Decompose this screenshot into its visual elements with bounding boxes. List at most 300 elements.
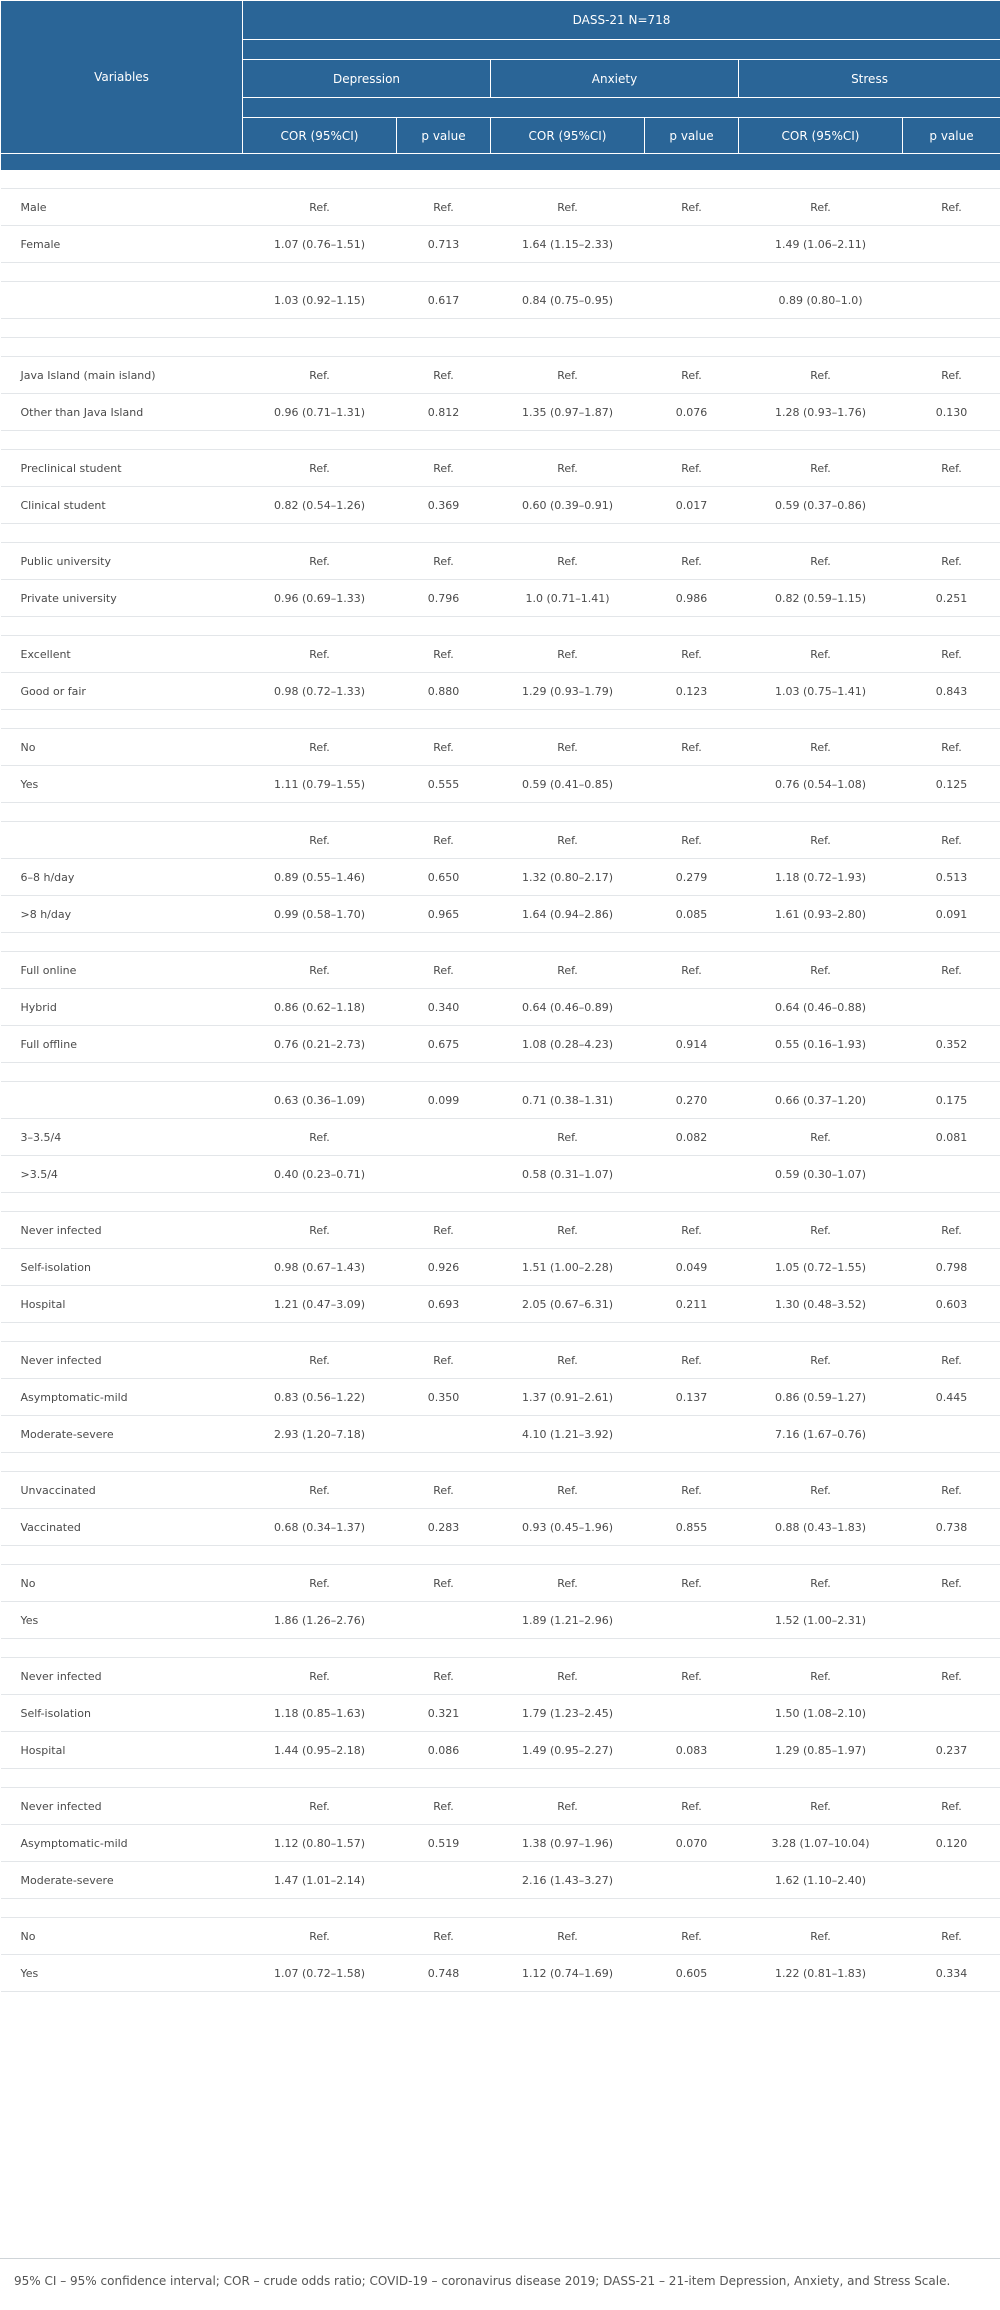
anxiety-p-cell (645, 1862, 739, 1899)
stress-cor-cell: Ref. (739, 450, 903, 487)
anxiety-p-header: p value (645, 118, 739, 154)
anxiety-p-cell: 0.137 (645, 1379, 739, 1416)
table-row (1, 1732, 1000, 1769)
variable-cell: Hospital (1, 1286, 243, 1323)
anxiety-p-cell (645, 1695, 739, 1732)
depression-cor-cell: Ref. (243, 1565, 397, 1602)
stress-cor-cell: 3.28 (1.07–10.04) (739, 1825, 903, 1862)
table-row (1, 1416, 1000, 1453)
spacer-cell (1, 1639, 1000, 1658)
anxiety-p-cell: Ref. (645, 1342, 739, 1379)
variable-cell: Yes (1, 1602, 243, 1639)
table-row (1, 1918, 1000, 1955)
header-band (1, 154, 1000, 171)
depression-p-cell: 0.748 (397, 1955, 491, 1992)
depression-cor-header: COR (95%CI) (243, 118, 397, 154)
variable-cell (1, 282, 243, 319)
depression-p-cell (397, 1156, 491, 1193)
anxiety-cor-cell: 1.35 (0.97–1.87) (491, 394, 645, 431)
depression-cor-cell: Ref. (243, 1658, 397, 1695)
depression-cor-cell: Ref. (243, 543, 397, 580)
table-row (1, 226, 1000, 263)
depression-cor-cell: 1.11 (0.79–1.55) (243, 766, 397, 803)
depression-cor-cell: 0.40 (0.23–0.71) (243, 1156, 397, 1193)
anxiety-p-cell: 0.211 (645, 1286, 739, 1323)
stress-p-cell: Ref. (903, 450, 1000, 487)
depression-cor-cell: 1.07 (0.76–1.51) (243, 226, 397, 263)
stress-cor-cell: Ref. (739, 636, 903, 673)
table-row (1, 450, 1000, 487)
footnote-divider (0, 2258, 1000, 2259)
table-row (1, 1026, 1000, 1063)
depression-cor-cell: 0.89 (0.55–1.46) (243, 859, 397, 896)
depression-cor-cell: 0.82 (0.54–1.26) (243, 487, 397, 524)
stress-p-cell: 0.445 (903, 1379, 1000, 1416)
table-row (1, 896, 1000, 933)
depression-p-cell: Ref. (397, 636, 491, 673)
table-row (1, 1788, 1000, 1825)
stress-cor-cell: 1.03 (0.75–1.41) (739, 673, 903, 710)
anxiety-cor-header: COR (95%CI) (491, 118, 645, 154)
table-row (1, 1862, 1000, 1899)
variable-cell: Never infected (1, 1342, 243, 1379)
variable-cell: Moderate-severe (1, 1416, 243, 1453)
table-row (1, 189, 1000, 226)
spacer-cell (1, 1769, 1000, 1788)
anxiety-cor-cell: 1.64 (0.94–2.86) (491, 896, 645, 933)
anxiety-header: Anxiety (491, 60, 739, 98)
depression-p-cell: 0.283 (397, 1509, 491, 1546)
variable-cell (1, 1082, 243, 1119)
variable-cell: Never infected (1, 1212, 243, 1249)
depression-p-cell: Ref. (397, 450, 491, 487)
stress-cor-cell: Ref. (739, 1918, 903, 1955)
anxiety-p-cell: Ref. (645, 822, 739, 859)
table-row (1, 1156, 1000, 1193)
anxiety-p-cell: 0.070 (645, 1825, 739, 1862)
table-row (1, 1249, 1000, 1286)
table-footnote: 95% CI – 95% confidence interval; COR – crude odds ratio; COVID-19 – coronavirus disease 2019; DASS-21 – 21-item Depression, Anxiety, and Stress Scale. (14, 2274, 951, 2288)
stress-p-cell: Ref. (903, 189, 1000, 226)
stress-p-cell: Ref. (903, 1658, 1000, 1695)
depression-cor-cell: 1.47 (1.01–2.14) (243, 1862, 397, 1899)
spacer-row (1, 338, 1000, 357)
spacer-row (1, 1769, 1000, 1788)
anxiety-p-cell (645, 1602, 739, 1639)
variable-cell: Moderate-severe (1, 1862, 243, 1899)
table-header (1, 1, 1000, 171)
spacer-row (1, 1546, 1000, 1565)
depression-cor-cell: 0.98 (0.72–1.33) (243, 673, 397, 710)
table-row (1, 1565, 1000, 1602)
depression-cor-cell: 0.96 (0.69–1.33) (243, 580, 397, 617)
depression-p-cell: 0.555 (397, 766, 491, 803)
anxiety-p-cell: 0.083 (645, 1732, 739, 1769)
depression-cor-cell: 2.93 (1.20–7.18) (243, 1416, 397, 1453)
table-row (1, 859, 1000, 896)
variable-cell: Private university (1, 580, 243, 617)
anxiety-p-cell: 0.049 (645, 1249, 739, 1286)
anxiety-cor-cell: 2.05 (0.67–6.31) (491, 1286, 645, 1323)
depression-p-cell: 0.321 (397, 1695, 491, 1732)
spacer-cell (1, 1546, 1000, 1565)
stress-cor-cell: Ref. (739, 1565, 903, 1602)
stress-cor-cell: 7.16 (1.67–0.76) (739, 1416, 903, 1453)
spacer-cell (1, 1453, 1000, 1472)
stress-p-cell (903, 1862, 1000, 1899)
section-spacer-row (1, 170, 1000, 189)
spacer-cell (1, 1063, 1000, 1082)
stress-cor-cell: Ref. (739, 1788, 903, 1825)
depression-p-cell: 0.617 (397, 282, 491, 319)
table-row (1, 394, 1000, 431)
anxiety-cor-cell: 1.32 (0.80–2.17) (491, 859, 645, 896)
anxiety-p-cell (645, 1156, 739, 1193)
variable-cell: Clinical student (1, 487, 243, 524)
spacer-cell (1, 803, 1000, 822)
spacer-row (1, 1639, 1000, 1658)
anxiety-p-cell: 0.914 (645, 1026, 739, 1063)
stress-p-cell: Ref. (903, 729, 1000, 766)
stress-p-cell: Ref. (903, 636, 1000, 673)
depression-cor-cell: 1.86 (1.26–2.76) (243, 1602, 397, 1639)
stress-cor-cell: 0.64 (0.46–0.88) (739, 989, 903, 1026)
stress-p-cell (903, 1602, 1000, 1639)
table-row (1, 1955, 1000, 1992)
header-spacer (243, 40, 1000, 60)
stress-cor-cell: 0.76 (0.54–1.08) (739, 766, 903, 803)
stress-p-cell: 0.738 (903, 1509, 1000, 1546)
spacer-cell (1, 263, 1000, 282)
spacer-cell (1, 1899, 1000, 1918)
stress-cor-cell: Ref. (739, 1212, 903, 1249)
anxiety-cor-cell: 0.64 (0.46–0.89) (491, 989, 645, 1026)
table-row (1, 1082, 1000, 1119)
spacer-cell (1, 1193, 1000, 1212)
table-row (1, 580, 1000, 617)
stress-cor-cell: 0.89 (0.80–1.0) (739, 282, 903, 319)
stress-cor-cell: Ref. (739, 189, 903, 226)
anxiety-p-cell: Ref. (645, 189, 739, 226)
anxiety-p-cell: Ref. (645, 1658, 739, 1695)
anxiety-p-cell: Ref. (645, 1212, 739, 1249)
table-row (1, 1658, 1000, 1695)
anxiety-p-cell: Ref. (645, 1918, 739, 1955)
anxiety-p-cell: Ref. (645, 952, 739, 989)
anxiety-cor-cell: 1.38 (0.97–1.96) (491, 1825, 645, 1862)
variable-cell: Good or fair (1, 673, 243, 710)
stress-p-cell: 0.125 (903, 766, 1000, 803)
anxiety-p-cell: Ref. (645, 1565, 739, 1602)
variable-cell: Java Island (main island) (1, 357, 243, 394)
variable-cell: Yes (1, 766, 243, 803)
variable-cell: No (1, 1918, 243, 1955)
depression-cor-cell: Ref. (243, 1342, 397, 1379)
stress-p-cell (903, 1695, 1000, 1732)
anxiety-p-cell (645, 226, 739, 263)
variable-cell: Full online (1, 952, 243, 989)
depression-p-cell: Ref. (397, 1565, 491, 1602)
variable-cell: 3–3.5/4 (1, 1119, 243, 1156)
anxiety-cor-cell: Ref. (491, 357, 645, 394)
anxiety-cor-cell: 0.60 (0.39–0.91) (491, 487, 645, 524)
anxiety-p-cell: 0.085 (645, 896, 739, 933)
stress-p-cell: 0.603 (903, 1286, 1000, 1323)
depression-cor-cell: Ref. (243, 1788, 397, 1825)
depression-p-cell: 0.519 (397, 1825, 491, 1862)
anxiety-p-cell (645, 989, 739, 1026)
anxiety-cor-cell: Ref. (491, 450, 645, 487)
variable-cell: Never infected (1, 1788, 243, 1825)
anxiety-cor-cell: Ref. (491, 636, 645, 673)
depression-cor-cell: Ref. (243, 822, 397, 859)
anxiety-p-cell (645, 766, 739, 803)
table-row (1, 357, 1000, 394)
spacer-cell (1, 338, 1000, 357)
stress-p-cell: 0.130 (903, 394, 1000, 431)
stress-cor-cell: 1.30 (0.48–3.52) (739, 1286, 903, 1323)
stress-p-cell: 0.091 (903, 896, 1000, 933)
stress-cor-cell: 1.52 (1.00–2.31) (739, 1602, 903, 1639)
stress-cor-cell: 0.82 (0.59–1.15) (739, 580, 903, 617)
depression-p-cell: Ref. (397, 357, 491, 394)
table-row (1, 952, 1000, 989)
spacer-row (1, 1323, 1000, 1342)
spacer-row (1, 803, 1000, 822)
depression-p-cell: 0.340 (397, 989, 491, 1026)
stress-cor-cell: 1.28 (0.93–1.76) (739, 394, 903, 431)
stress-cor-cell: 1.22 (0.81–1.83) (739, 1955, 903, 1992)
stress-cor-cell: 1.61 (0.93–2.80) (739, 896, 903, 933)
variable-cell: Yes (1, 1955, 243, 1992)
depression-cor-cell: 1.12 (0.80–1.57) (243, 1825, 397, 1862)
spacer-row (1, 263, 1000, 282)
anxiety-cor-cell: 1.79 (1.23–2.45) (491, 1695, 645, 1732)
depression-cor-cell: 0.76 (0.21–2.73) (243, 1026, 397, 1063)
stress-p-cell: 0.798 (903, 1249, 1000, 1286)
stress-p-cell: Ref. (903, 1212, 1000, 1249)
depression-cor-cell: Ref. (243, 636, 397, 673)
table-row (1, 1509, 1000, 1546)
depression-cor-cell: 0.96 (0.71–1.31) (243, 394, 397, 431)
stress-cor-cell: 1.49 (1.06–2.11) (739, 226, 903, 263)
spacer-row (1, 1899, 1000, 1918)
stress-p-cell: Ref. (903, 1918, 1000, 1955)
anxiety-cor-cell: Ref. (491, 1472, 645, 1509)
table-row (1, 989, 1000, 1026)
stress-header: Stress (739, 60, 1000, 98)
spacer-row (1, 431, 1000, 450)
anxiety-cor-cell: 0.84 (0.75–0.95) (491, 282, 645, 319)
variable-cell: >8 h/day (1, 896, 243, 933)
depression-p-cell: 0.086 (397, 1732, 491, 1769)
spacer-cell (1, 617, 1000, 636)
stress-cor-header: COR (95%CI) (739, 118, 903, 154)
stress-p-header: p value (903, 118, 1000, 154)
depression-cor-cell: 1.18 (0.85–1.63) (243, 1695, 397, 1732)
anxiety-cor-cell: 1.49 (0.95–2.27) (491, 1732, 645, 1769)
anxiety-cor-cell: Ref. (491, 1565, 645, 1602)
stress-cor-cell: 0.86 (0.59–1.27) (739, 1379, 903, 1416)
stress-p-cell (903, 282, 1000, 319)
spacer-row (1, 710, 1000, 729)
anxiety-cor-cell: 1.12 (0.74–1.69) (491, 1955, 645, 1992)
variable-cell: Full offline (1, 1026, 243, 1063)
variable-cell: Self-isolation (1, 1249, 243, 1286)
variable-cell: Asymptomatic-mild (1, 1825, 243, 1862)
variable-cell: Self-isolation (1, 1695, 243, 1732)
variable-cell: No (1, 729, 243, 766)
anxiety-cor-cell: Ref. (491, 822, 645, 859)
stress-p-cell: Ref. (903, 1472, 1000, 1509)
depression-p-cell: 0.796 (397, 580, 491, 617)
anxiety-cor-cell: 2.16 (1.43–3.27) (491, 1862, 645, 1899)
spacer-cell (1, 710, 1000, 729)
stress-cor-cell: 0.59 (0.37–0.86) (739, 487, 903, 524)
stress-cor-cell: Ref. (739, 1658, 903, 1695)
depression-cor-cell: Ref. (243, 1212, 397, 1249)
spacer-row (1, 524, 1000, 543)
variable-cell: Other than Java Island (1, 394, 243, 431)
depression-p-cell: 0.675 (397, 1026, 491, 1063)
anxiety-p-cell: Ref. (645, 1472, 739, 1509)
depression-cor-cell: 1.21 (0.47–3.09) (243, 1286, 397, 1323)
table-row (1, 1342, 1000, 1379)
stress-cor-cell: 0.88 (0.43–1.83) (739, 1509, 903, 1546)
dass-title-header: DASS-21 N=718 (243, 1, 1000, 40)
stress-p-cell: Ref. (903, 1342, 1000, 1379)
depression-p-cell: Ref. (397, 1918, 491, 1955)
table-row (1, 543, 1000, 580)
stress-p-cell: Ref. (903, 357, 1000, 394)
depression-cor-cell: 0.86 (0.62–1.18) (243, 989, 397, 1026)
table-row (1, 1472, 1000, 1509)
depression-p-cell: Ref. (397, 189, 491, 226)
stress-p-cell: 0.120 (903, 1825, 1000, 1862)
anxiety-cor-cell: Ref. (491, 1119, 645, 1156)
stress-p-cell: 0.237 (903, 1732, 1000, 1769)
variable-cell: 6–8 h/day (1, 859, 243, 896)
depression-p-cell: 0.693 (397, 1286, 491, 1323)
table-body (1, 170, 1000, 1992)
stress-cor-cell: 1.50 (1.08–2.10) (739, 1695, 903, 1732)
stress-cor-cell: 1.62 (1.10–2.40) (739, 1862, 903, 1899)
spacer-cell (1, 319, 1000, 338)
anxiety-cor-cell: 4.10 (1.21–3.92) (491, 1416, 645, 1453)
depression-p-cell: 0.099 (397, 1082, 491, 1119)
spacer-row (1, 617, 1000, 636)
table-row (1, 636, 1000, 673)
table-row (1, 1212, 1000, 1249)
stress-cor-cell: Ref. (739, 729, 903, 766)
anxiety-cor-cell: 1.64 (1.15–2.33) (491, 226, 645, 263)
stress-p-cell (903, 487, 1000, 524)
spacer-cell (1, 933, 1000, 952)
depression-p-cell: Ref. (397, 822, 491, 859)
variable-cell: Unvaccinated (1, 1472, 243, 1509)
spacer-row (1, 1063, 1000, 1082)
depression-p-cell: Ref. (397, 1472, 491, 1509)
anxiety-cor-cell: 1.37 (0.91–2.61) (491, 1379, 645, 1416)
anxiety-cor-cell: 0.59 (0.41–0.85) (491, 766, 645, 803)
anxiety-cor-cell: Ref. (491, 729, 645, 766)
depression-p-cell: Ref. (397, 1342, 491, 1379)
variables-header: Variables (1, 1, 243, 154)
stress-p-cell: 0.175 (903, 1082, 1000, 1119)
depression-p-cell: Ref. (397, 543, 491, 580)
anxiety-cor-cell: 1.08 (0.28–4.23) (491, 1026, 645, 1063)
stress-p-cell (903, 1156, 1000, 1193)
depression-cor-cell: Ref. (243, 729, 397, 766)
table-row (1, 1286, 1000, 1323)
depression-p-cell: Ref. (397, 1788, 491, 1825)
stress-cor-cell: 0.55 (0.16–1.93) (739, 1026, 903, 1063)
depression-cor-cell: Ref. (243, 357, 397, 394)
anxiety-cor-cell: 0.93 (0.45–1.96) (491, 1509, 645, 1546)
stress-p-cell: 0.352 (903, 1026, 1000, 1063)
stress-p-cell (903, 1416, 1000, 1453)
variable-cell: Female (1, 226, 243, 263)
variable-cell: Hybrid (1, 989, 243, 1026)
anxiety-p-cell: 0.017 (645, 487, 739, 524)
depression-p-cell: 0.350 (397, 1379, 491, 1416)
depression-cor-cell: Ref. (243, 189, 397, 226)
anxiety-p-cell: 0.123 (645, 673, 739, 710)
depression-p-cell: 0.369 (397, 487, 491, 524)
stress-p-cell: 0.334 (903, 1955, 1000, 1992)
anxiety-p-cell: 0.279 (645, 859, 739, 896)
stress-p-cell: 0.843 (903, 673, 1000, 710)
stress-p-cell: 0.513 (903, 859, 1000, 896)
variable-cell: No (1, 1565, 243, 1602)
variable-cell: Asymptomatic-mild (1, 1379, 243, 1416)
stress-cor-cell: Ref. (739, 1119, 903, 1156)
anxiety-p-cell: 0.082 (645, 1119, 739, 1156)
anxiety-p-cell: Ref. (645, 636, 739, 673)
anxiety-p-cell: 0.605 (645, 1955, 739, 1992)
variable-cell: Public university (1, 543, 243, 580)
depression-p-cell (397, 1119, 491, 1156)
depression-cor-cell: Ref. (243, 1119, 397, 1156)
depression-p-cell: Ref. (397, 1658, 491, 1695)
variable-cell: Male (1, 189, 243, 226)
depression-cor-cell: Ref. (243, 1472, 397, 1509)
variable-cell: Never infected (1, 1658, 243, 1695)
depression-p-cell (397, 1602, 491, 1639)
table-row (1, 1602, 1000, 1639)
spacer-row (1, 319, 1000, 338)
table-row (1, 487, 1000, 524)
stress-p-cell (903, 226, 1000, 263)
depression-p-cell: 0.965 (397, 896, 491, 933)
anxiety-p-cell (645, 282, 739, 319)
anxiety-p-cell: 0.270 (645, 1082, 739, 1119)
anxiety-cor-cell: Ref. (491, 189, 645, 226)
depression-cor-cell: 0.83 (0.56–1.22) (243, 1379, 397, 1416)
stress-cor-cell: Ref. (739, 357, 903, 394)
variable-cell: Hospital (1, 1732, 243, 1769)
depression-cor-cell: Ref. (243, 1918, 397, 1955)
stress-cor-cell: 0.66 (0.37–1.20) (739, 1082, 903, 1119)
table-row (1, 1119, 1000, 1156)
spacer-cell (1, 170, 1000, 189)
spacer-cell (1, 1323, 1000, 1342)
table-row (1, 282, 1000, 319)
depression-cor-cell: 0.98 (0.67–1.43) (243, 1249, 397, 1286)
spacer-row (1, 1453, 1000, 1472)
spacer-cell (1, 524, 1000, 543)
table-row (1, 822, 1000, 859)
